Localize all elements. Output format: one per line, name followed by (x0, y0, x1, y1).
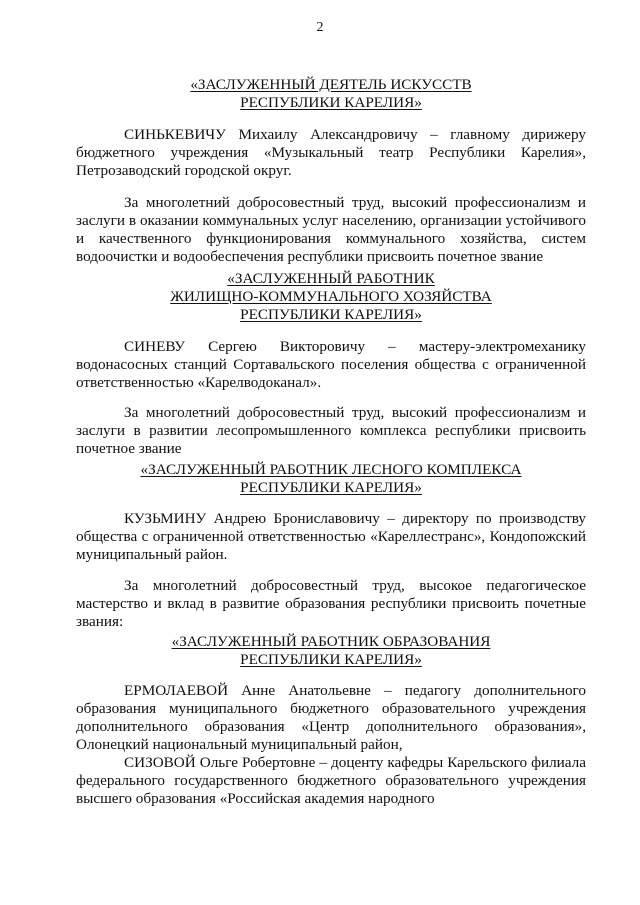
heading-line: РЕСПУБЛИКИ КАРЕЛИЯ» (240, 306, 422, 323)
award-recipient-sinev: СИНЕВУ Сергею Викторовичу – мастеру-электромеханику водонасосных станций Сортавальского поселения общества с ограниченной ответственностью «Карелводоканал». (76, 338, 586, 391)
heading-line: ЖИЛИЩНО-КОММУНАЛЬНОГО ХОЗЯЙСТВА (170, 288, 492, 305)
heading-line: РЕСПУБЛИКИ КАРЕЛИЯ» (240, 94, 422, 111)
award-recipient-ermolaeva: ЕРМОЛАЕВОЙ Анне Анатольевне – педагогу дополнительного образования муниципального бюджетного образовательного учреждения дополнительного образования «Центр дополнительного образования», Олонецкий национальный муниципальный район, (76, 682, 586, 753)
award-reason-housing: За многолетний добросовестный труд, высокий профессионализм и заслуги в оказании коммунальных услуг населению, организации устойчивого и качественного функционирования коммунального хозяйства, систем водоочистки и водообеспечения республики присвоить почетное звание (76, 194, 586, 265)
award-reason-forestry: За многолетний добросовестный труд, высокий профессионализм и заслуги в развитии лесопромышленного комплекса республики присвоить почетное звание (76, 404, 586, 457)
heading-honored-housing-worker (76, 270, 586, 324)
award-reason-education: За многолетний добросовестный труд, высокое педагогическое мастерство и вклад в развитие образования республики присвоить почетные звания: (76, 577, 586, 630)
heading-honored-education-worker (76, 633, 586, 669)
heading-line: «ЗАСЛУЖЕННЫЙ ДЕЯТЕЛЬ ИСКУССТВ (190, 76, 472, 93)
award-recipient-sinkevich: СИНЬКЕВИЧУ Михаилу Александровичу – главному дирижеру бюджетного учреждения «Музыкальный театр Республики Карелия», Петрозаводский городской округ. (76, 126, 586, 179)
award-recipient-sizova: СИЗОВОЙ Ольге Робертовне – доценту кафедры Карельского филиала федерального государственного бюджетного образовательного учреждения высшего образования «Российская академия народного (76, 754, 586, 807)
heading-line: «ЗАСЛУЖЕННЫЙ РАБОТНИК ОБРАЗОВАНИЯ (171, 633, 491, 650)
heading-honored-forestry-worker (76, 461, 586, 497)
heading-honored-arts-worker (76, 76, 586, 112)
heading-line: «ЗАСЛУЖЕННЫЙ РАБОТНИК (227, 270, 435, 287)
heading-line: РЕСПУБЛИКИ КАРЕЛИЯ» (240, 651, 422, 668)
page-number: 2 (316, 20, 324, 35)
award-recipient-kuzmin: КУЗЬМИНУ Андрею Брониславовичу – директору по производству общества с ограниченной ответственностью «Кареллестранс», Кондопожский муниципальный район. (76, 510, 586, 563)
heading-line: РЕСПУБЛИКИ КАРЕЛИЯ» (240, 479, 422, 496)
heading-line: «ЗАСЛУЖЕННЫЙ РАБОТНИК ЛЕСНОГО КОМПЛЕКСА (140, 461, 522, 478)
